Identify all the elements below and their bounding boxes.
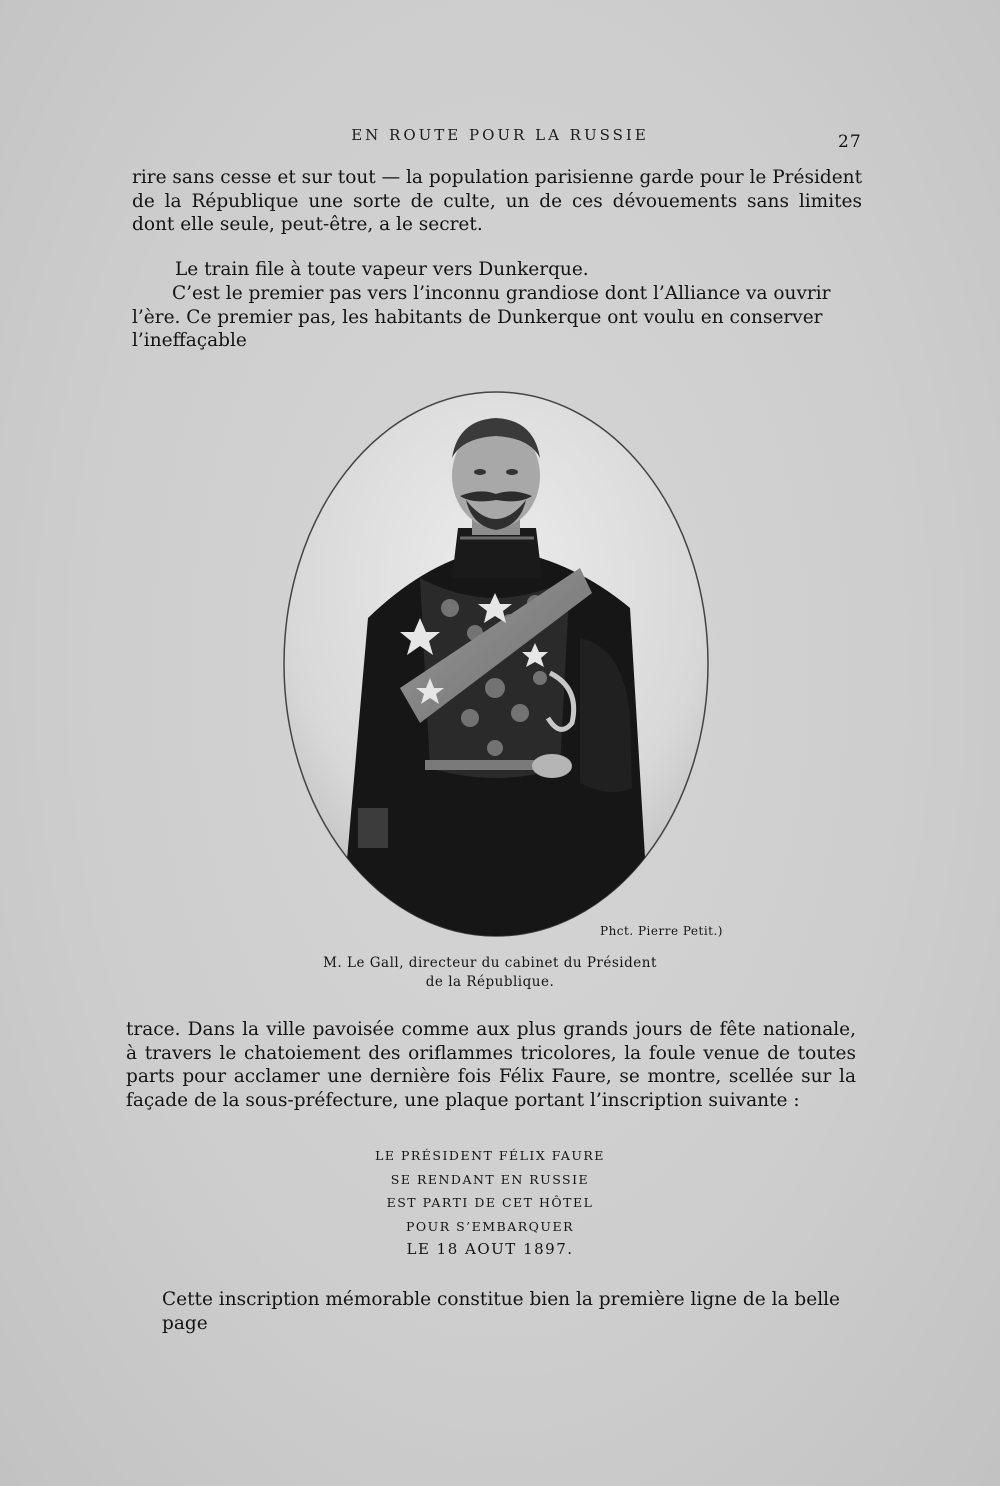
page-number: 27 (838, 132, 862, 152)
inscription-line-2: SE RENDANT EN RUSSIE (390, 1171, 590, 1187)
paragraph-4: trace. Dans la ville pavoisée comme aux plus grands jours de fête nationale, à travers le chatoiement des oriflammes tricolores, la foule venue de toutes parts pour acclamer une dernière fois Félix Faure, se montre, scellée sur la façade de la sous-préfecture, une plaque portant l’inscription suivante : (126, 1019, 856, 1111)
paragraph-3: C’est le premier pas vers l’inconnu grandiose dont l’Alliance va ouvrir l’ère. Ce premier pas, les habitants de Dunkerque ont voulu en conserver l’ineffaçable (132, 283, 831, 351)
paragraph-2: Le train file à toute vapeur vers Dunkerque. (175, 259, 589, 280)
paragraph-1: rire sans cesse et sur tout — la population parisienne garde pour le Président de la République une sorte de culte, un de ces dévouements sans limites dont elle seule, peut-être, a le secret. (132, 167, 862, 235)
plaque-inscription (330, 1144, 650, 1262)
figure-caption (290, 954, 690, 992)
portrait-photograph (280, 388, 712, 940)
inscription-line-1: LE PRÉSIDENT FÉLIX FAURE (375, 1148, 605, 1163)
caption-line-1: M. Le Gall, directeur du cabinet du Président (323, 955, 657, 971)
inscription-line-5: LE 18 AOUT 1897. (406, 1240, 574, 1258)
photo-credit: Phct. Pierre Petit.) (600, 924, 723, 938)
caption-line-2: de la République. (425, 974, 555, 990)
inscription-line-3: EST PARTI DE CET HÔTEL (386, 1195, 594, 1210)
inscription-line-4: POUR S’EMBARQUER (406, 1218, 574, 1234)
paragraph-5: Cette inscription mémorable constitue bien la première ligne de la belle page (162, 1289, 840, 1334)
running-title: EN ROUTE POUR LA RUSSIE (351, 126, 649, 144)
portrait-image (280, 388, 712, 940)
